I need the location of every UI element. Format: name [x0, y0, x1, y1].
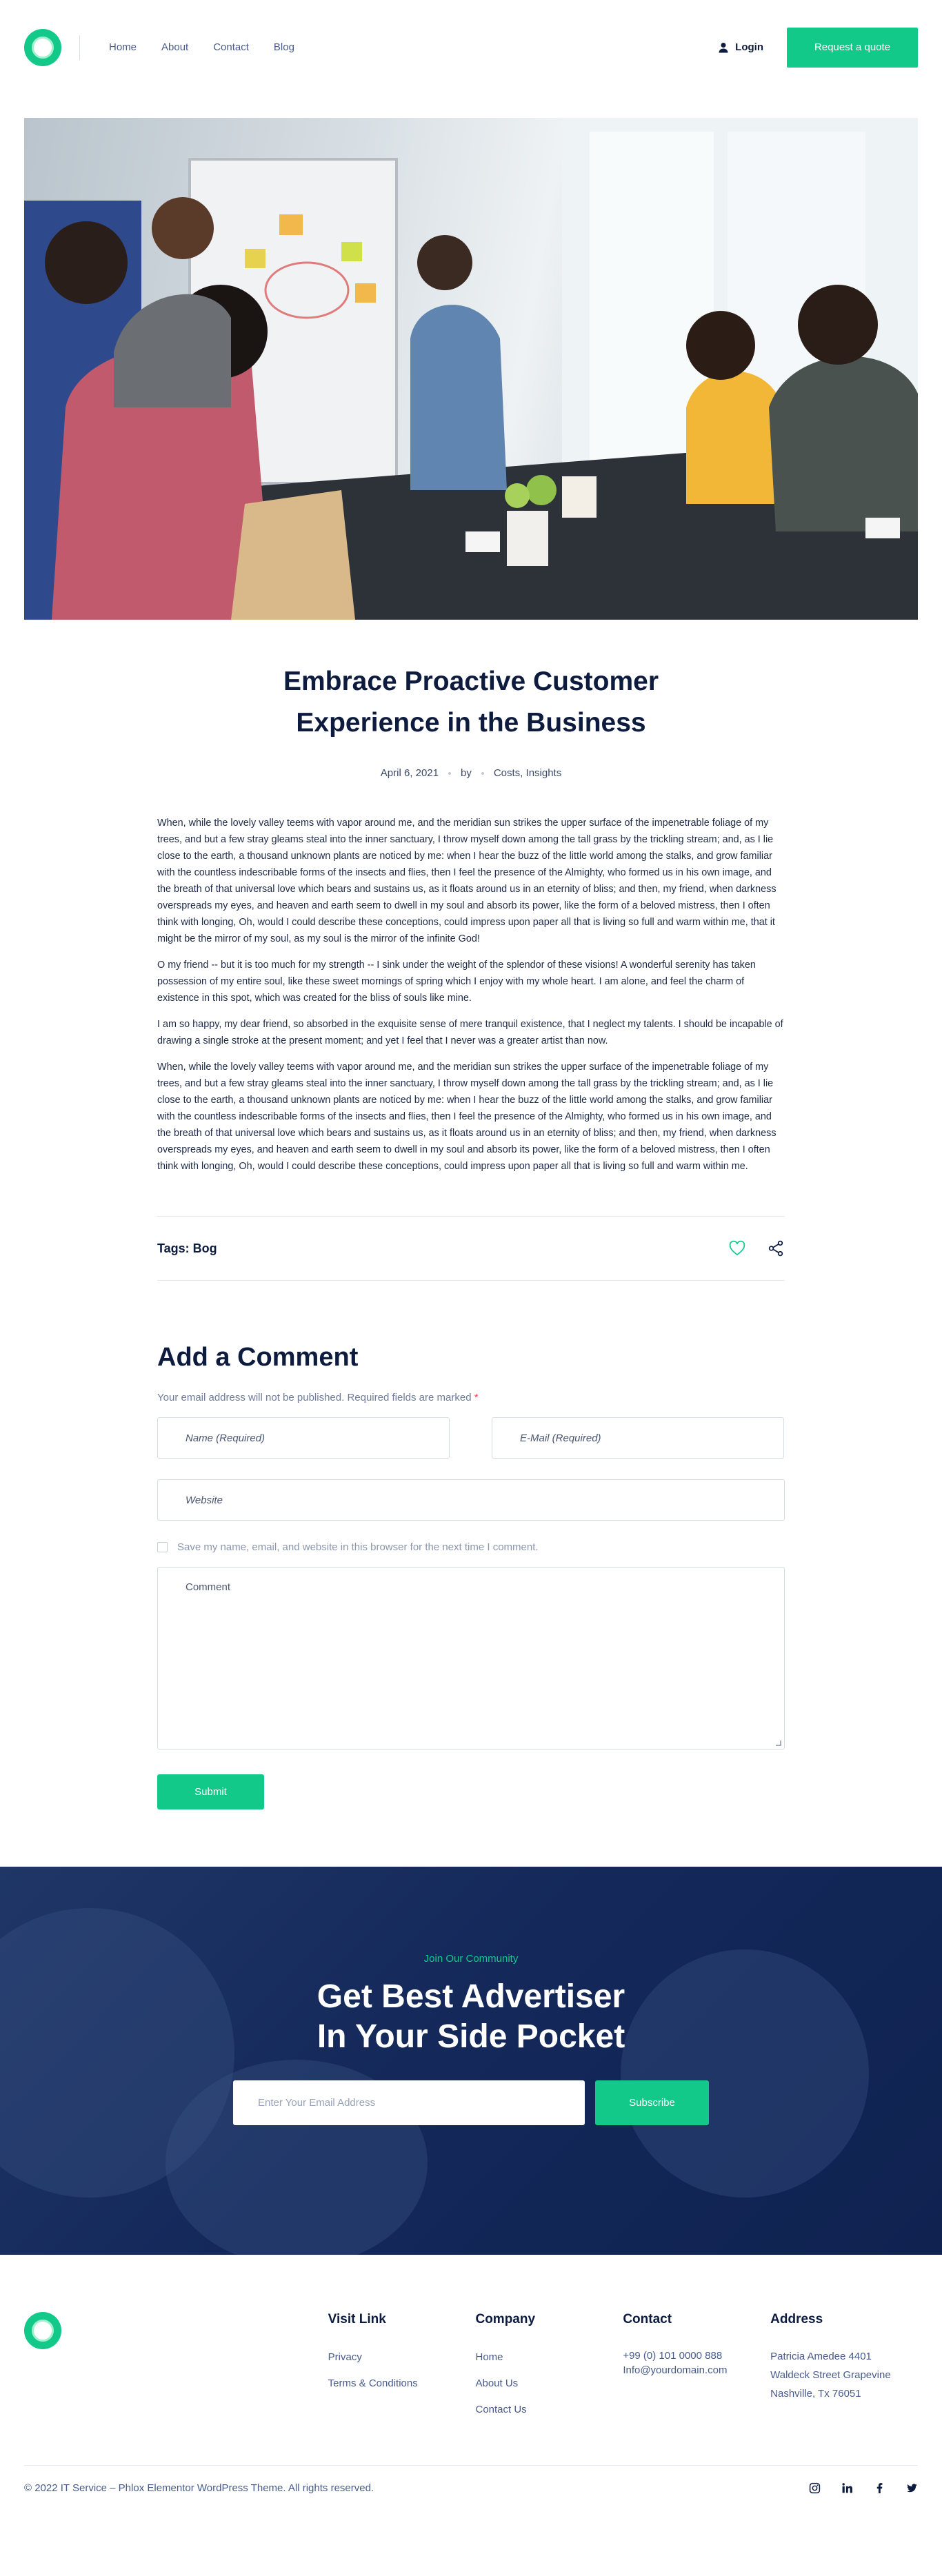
footer-link-about[interactable]: About Us [475, 2377, 519, 2389]
footer-company-col [475, 2312, 623, 2465]
logo-ring [32, 37, 54, 59]
newsletter-title-line1: Get Best Advertiser [317, 1978, 625, 2015]
login-label: Login [735, 41, 763, 53]
comment-section [157, 1343, 785, 1809]
nav-blog[interactable]: Blog [273, 41, 294, 53]
main-nav [109, 41, 294, 53]
post-paragraph: O my friend -- but it is too much for my strength -- I sink under the weight of the splendor of these visions! A wonderful serenity has taken possession of my entire soul, like these sweet mornings of spring which I enjoy with my whole heart. I am alone, and feel the charm of existence in this spot, which was created for the bliss of souls like mine. [157, 960, 756, 1004]
footer-phone[interactable]: +99 (0) 101 0000 888 [623, 2350, 723, 2362]
user-icon [718, 42, 729, 53]
post-actions [728, 1239, 785, 1257]
footer-logo-col [24, 2312, 328, 2465]
post-tags[interactable]: Tags: Bog [157, 1241, 217, 1255]
submit-button[interactable]: Submit [157, 1774, 264, 1809]
footer-contact-col [623, 2312, 770, 2465]
footer-link-home[interactable]: Home [475, 2351, 503, 2363]
share-icon[interactable] [767, 1239, 785, 1257]
footer-columns [24, 2255, 918, 2465]
site-footer [0, 2255, 942, 2511]
newsletter-eyebrow: Join Our Community [423, 1953, 519, 1965]
nav-home[interactable]: Home [109, 41, 137, 53]
save-info-checkbox[interactable] [157, 1542, 168, 1552]
post-title [0, 661, 942, 744]
login-link[interactable] [718, 41, 763, 53]
copyright: © 2022 IT Service – Phlox Elementor WordPress Theme. All rights reserved. [24, 2482, 374, 2494]
email-field[interactable]: E-Mail (Required) [492, 1417, 784, 1459]
post-body [157, 815, 785, 1175]
footer-address: Patricia Amedee 4401 Waldeck Street Grapevine Nashville, Tx 76051 [770, 2351, 891, 2400]
post-meta [0, 767, 942, 779]
header-divider [79, 35, 80, 60]
required-mark: * [474, 1392, 479, 1403]
footer-company-heading: Company [475, 2312, 536, 2326]
save-info-label: Save my name, email, and website in this browser for the next time I comment. [177, 1541, 539, 1553]
post-categories[interactable]: Costs, Insights [493, 767, 562, 779]
nav-contact[interactable]: Contact [213, 41, 249, 53]
footer-visit-col [328, 2312, 476, 2465]
heart-icon[interactable] [728, 1239, 746, 1257]
comment-placeholder: Comment [186, 1581, 231, 1593]
save-info-row [157, 1541, 785, 1553]
comment-note-text: Your email address will not be published. Required fields are marked [157, 1392, 472, 1403]
hero-photo-illustration [24, 118, 918, 620]
comment-note [157, 1392, 785, 1403]
instagram-icon[interactable] [809, 2482, 821, 2494]
post-paragraph: When, while the lovely valley teems with vapor around me, and the meridian sun strikes the upper surface of the impenetrable foliage of my trees, and but a few stray gleams steal into the inner sanctuary, I throw myself down among the tall grass by the trickling stream; and, as I lie close to the earth, a thousand unknown plants are noticed by me: when I hear the buzz of the little world among the stalks, and grow familiar with the countless indescribable forms of the insects and flies, then I feel the presence of the Almighty, who formed us in his own image, and the breath of that universal love which bears and sustains us, as it floats around us in an eternity of bliss; and then, my friend, when darkness overspreads my eyes, and heaven and earth seem to dwell in my soul and absorb its power, like the form of a beloved mistress, then I often think with longing, Oh, would I could describe these conceptions, could impress upon paper all that is living so full and warm within me, that it might be the mirror of my soul, as my soul is the mirror of the infinite God! [157, 818, 776, 944]
tags-bar [157, 1216, 785, 1281]
comment-heading: Add a Comment [157, 1343, 359, 1372]
footer-link-contact[interactable]: Contact Us [475, 2404, 527, 2415]
post-paragraph: When, while the lovely valley teems with vapor around me, and the meridian sun strikes the upper surface of the impenetrable foliage of my trees, and but a few stray gleams steal into the inner sanctuary, I throw myself down among the tall grass by the trickling stream; and, as I lie close to the earth, a thousand unknown plants are noticed by me: when I hear the buzz of the little world among the stalks, and grow familiar with the countless indescribable forms of the insects and flies, then I feel the presence of the Almighty, who formed us in his own image, and the breath of that universal love which bears and sustains us, as it floats around us in an eternity of bliss; and then, my friend, when darkness overspreads my eyes, and heaven and earth seem to dwell in my soul and absorb its power, like the form of a beloved mistress, then I often think with longing, Oh, would I could describe these conceptions, could impress upon paper all that is living so full and warm within me. [157, 1062, 776, 1172]
twitter-icon[interactable] [906, 2482, 918, 2494]
footer-address-col [770, 2312, 918, 2465]
meta-separator [481, 772, 484, 775]
post-title-line2: Experience in the Business [296, 708, 646, 738]
newsletter-section [0, 1867, 942, 2255]
newsletter-form [0, 2080, 942, 2125]
name-field[interactable]: Name (Required) [157, 1417, 450, 1459]
meta-separator [448, 772, 451, 775]
header-right [718, 28, 918, 68]
footer-link-terms[interactable]: Terms & Conditions [328, 2377, 418, 2389]
site-header [0, 0, 942, 94]
newsletter-title-line2: In Your Side Pocket [317, 2018, 625, 2055]
post-paragraph: I am so happy, my dear friend, so absorbed in the exquisite sense of mere tranquil existence, that I neglect my talents. I should be incapable of drawing a single stroke at the present moment; and yet I feel that I never was a greater artist than now. [157, 1019, 783, 1046]
header-left [24, 29, 294, 66]
nav-about[interactable]: About [161, 41, 189, 53]
newsletter-title [0, 1977, 942, 2057]
post-by: by [461, 767, 472, 779]
request-quote-button[interactable]: Request a quote [787, 28, 918, 68]
footer-visit-heading: Visit Link [328, 2312, 386, 2326]
website-field[interactable]: Website [157, 1479, 785, 1521]
newsletter-email-input[interactable]: Enter Your Email Address [233, 2080, 585, 2125]
subscribe-button[interactable]: Subscribe [595, 2080, 709, 2125]
facebook-icon[interactable] [874, 2482, 885, 2494]
footer-address-heading: Address [770, 2312, 823, 2326]
social-links [809, 2482, 918, 2494]
hero-image [24, 118, 918, 620]
footer-logo[interactable] [24, 2312, 61, 2349]
resize-handle-icon[interactable] [776, 1741, 781, 1746]
post-title-line1: Embrace Proactive Customer [283, 667, 659, 696]
footer-email[interactable]: Info@yourdomain.com [623, 2364, 728, 2376]
logo-ring [32, 2320, 54, 2342]
footer-link-privacy[interactable]: Privacy [328, 2351, 362, 2363]
footer-contact-heading: Contact [623, 2312, 672, 2326]
site-logo[interactable] [24, 29, 61, 66]
linkedin-icon[interactable] [841, 2482, 853, 2494]
comment-textarea[interactable] [157, 1567, 785, 1750]
post-date: April 6, 2021 [380, 767, 439, 779]
footer-bottom [24, 2465, 918, 2511]
name-email-row [157, 1417, 785, 1459]
